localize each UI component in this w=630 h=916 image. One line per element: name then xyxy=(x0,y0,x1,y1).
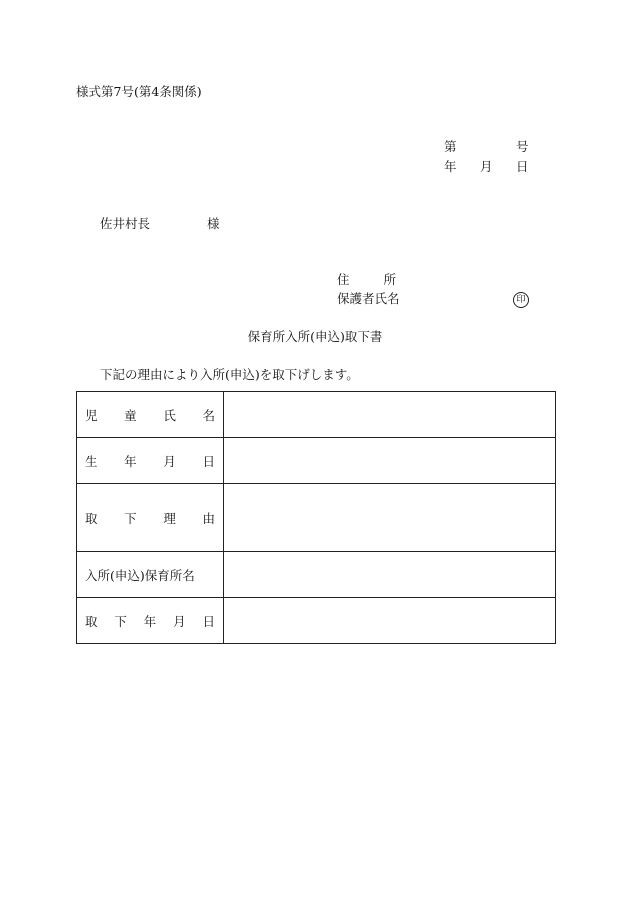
table-row xyxy=(77,392,556,438)
date-year: 年 xyxy=(444,159,457,174)
row-label-withdrawal-reason xyxy=(77,484,224,552)
seal-mark: 印 xyxy=(513,292,529,308)
label-char: 理 xyxy=(163,510,176,526)
document-title: 保育所入所(申込)取下書 xyxy=(247,329,383,344)
label-char: 下 xyxy=(114,613,127,629)
table-row xyxy=(77,552,556,598)
address-label-char: 所 xyxy=(383,272,396,287)
intro-text: 下記の理由により入所(申込)を取下げします。 xyxy=(100,367,359,382)
label-char: 取 xyxy=(85,613,98,629)
label-text: 入所(申込)保育所名 xyxy=(85,567,195,583)
label-char: 取 xyxy=(85,510,98,526)
label-char: 日 xyxy=(202,613,215,629)
label-char: 年 xyxy=(124,453,137,469)
addressee-name: 佐井村長 xyxy=(100,216,151,231)
label-char: 氏 xyxy=(163,407,176,423)
label-char: 年 xyxy=(143,613,157,629)
guardian-name-label: 保護者氏名 xyxy=(337,291,400,306)
table-row xyxy=(77,484,556,552)
addressee-honorific: 様 xyxy=(207,216,220,231)
label-char: 童 xyxy=(124,407,137,423)
form-table xyxy=(76,391,556,644)
label-char: 下 xyxy=(124,510,137,526)
label-char: 月 xyxy=(163,453,176,469)
table-row xyxy=(77,438,556,484)
date-day: 日 xyxy=(516,159,529,174)
doc-number-suffix: 号 xyxy=(516,139,529,154)
child-name-field[interactable] xyxy=(224,392,556,438)
row-label-withdrawal-date xyxy=(77,598,224,644)
birth-date-field[interactable] xyxy=(224,438,556,484)
doc-number-label: 第 xyxy=(444,139,457,154)
form-number: 様式第7号(第4条関係) xyxy=(76,84,202,99)
label-char: 由 xyxy=(202,510,215,526)
withdrawal-reason-field[interactable] xyxy=(224,484,556,552)
withdrawal-date-field[interactable] xyxy=(224,598,556,644)
row-label-nursery-name xyxy=(77,552,224,598)
address-label xyxy=(337,274,396,287)
date-month: 月 xyxy=(480,159,493,174)
row-label-child-name xyxy=(77,392,224,438)
address-label-char: 住 xyxy=(337,272,350,287)
label-char: 児 xyxy=(85,407,98,423)
label-char: 日 xyxy=(202,453,215,469)
label-char: 月 xyxy=(173,613,186,629)
label-char: 名 xyxy=(202,407,215,423)
label-char: 生 xyxy=(85,453,98,469)
table-row xyxy=(77,598,556,644)
nursery-name-field[interactable] xyxy=(224,552,556,598)
row-label-birth-date xyxy=(77,438,224,484)
